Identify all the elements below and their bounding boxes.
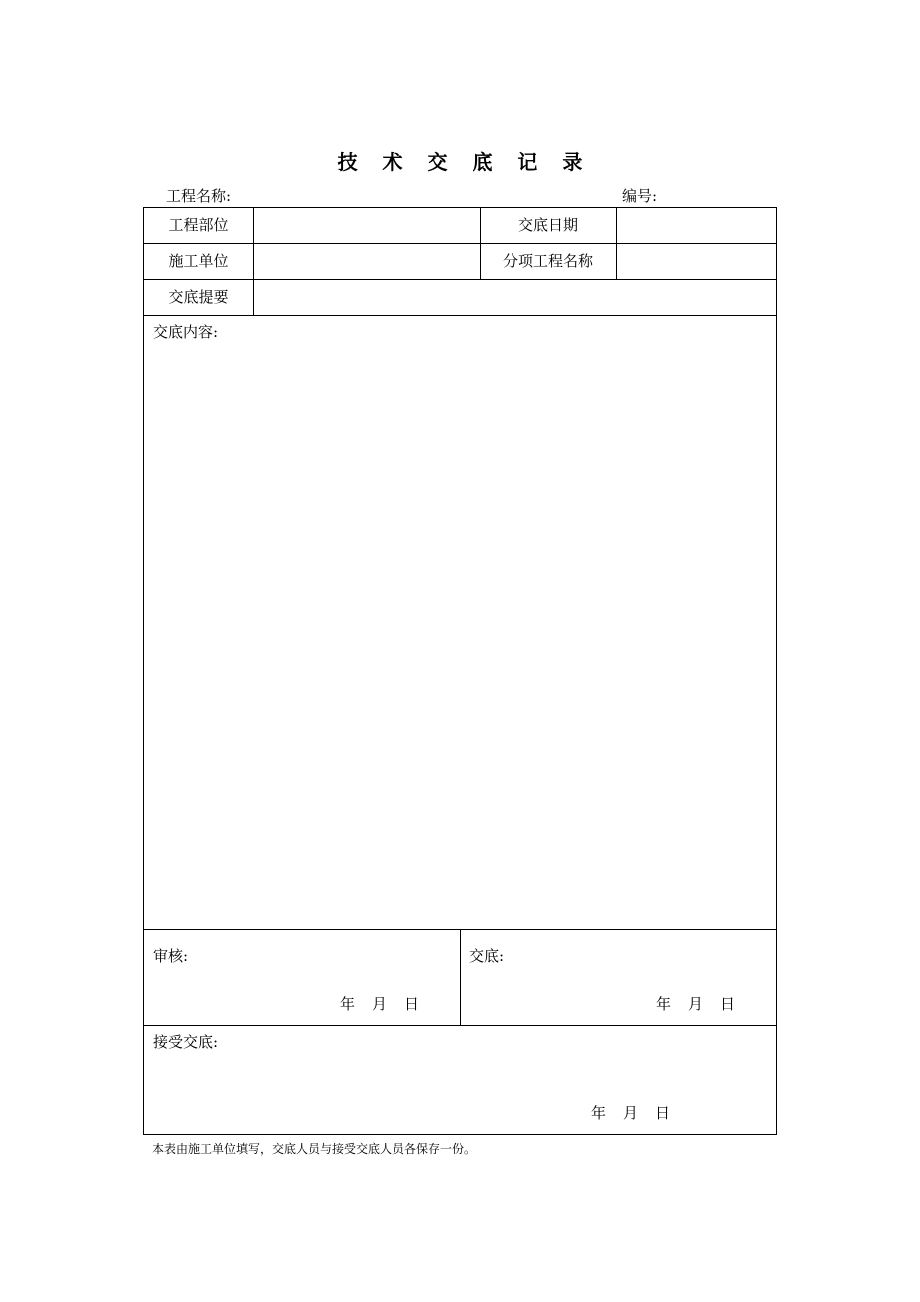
- day-label: 日: [404, 995, 420, 1013]
- receive-label: 接受交底:: [153, 1033, 219, 1051]
- column-divider: [460, 929, 461, 1025]
- column-divider: [616, 208, 617, 279]
- project-name-label: 工程名称:: [166, 187, 232, 205]
- subitem-name-label: 分项工程名称: [502, 252, 593, 270]
- review-date: [340, 993, 419, 1014]
- disclosure-date-label: 交底日期: [517, 216, 578, 234]
- receive-date: [591, 1102, 670, 1123]
- number-label: 编号:: [622, 187, 658, 205]
- day-label: 日: [655, 1104, 671, 1122]
- year-label: 年: [591, 1104, 607, 1122]
- content-label: 交底内容:: [153, 323, 219, 341]
- row-divider: [144, 315, 776, 316]
- row-divider: [144, 1025, 776, 1026]
- review-label: 审核:: [153, 947, 189, 965]
- month-label: 月: [688, 995, 704, 1013]
- month-label: 月: [623, 1104, 639, 1122]
- disclose-date: [656, 993, 735, 1014]
- column-divider: [253, 208, 254, 315]
- footnote: 本表由施工单位填写，交底人员与接受交底人员各保存一份。: [152, 1142, 477, 1156]
- disclosure-form: [143, 207, 777, 1135]
- year-label: 年: [656, 995, 672, 1013]
- day-label: 日: [720, 995, 736, 1013]
- page-title: 技 术 交 底 记 录: [337, 150, 592, 174]
- year-label: 年: [340, 995, 356, 1013]
- month-label: 月: [372, 995, 388, 1013]
- construction-unit-label: 施工单位: [168, 252, 229, 270]
- disclose-label: 交底:: [469, 947, 505, 965]
- summary-label: 交底提要: [168, 288, 229, 306]
- project-part-label: 工程部位: [168, 216, 229, 234]
